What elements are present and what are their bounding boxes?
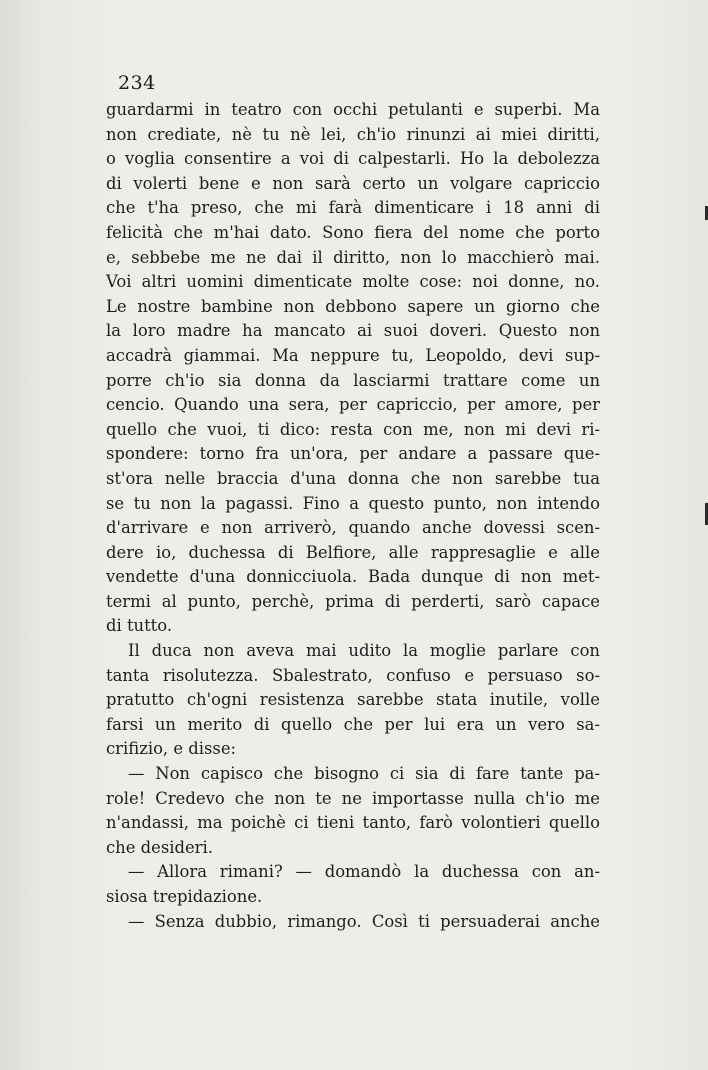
text-line: la loro madre ha mancato ai suoi doveri. Questo non bbox=[106, 321, 600, 341]
text-line: dere io, duchessa di Belfiore, alle rappresaglie e alle bbox=[106, 542, 600, 562]
text-line: farsi un merito di quello che per lui era un vero sa- bbox=[106, 714, 600, 734]
text-line: felicità che m'hai dato. Sono fiera del nome che porto bbox=[106, 222, 600, 242]
text-line: Voi altri uomini dimenticate molte cose: noi donne, no. bbox=[106, 272, 600, 292]
text-line: di tutto. bbox=[106, 616, 173, 636]
text-line: tanta risolutezza. Sbalestrato, confuso e persuaso so- bbox=[106, 665, 600, 685]
text-line: Il duca non aveva mai udito la moglie parlare con bbox=[128, 641, 600, 661]
text-line: pratutto ch'ogni resistenza sarebbe stata inutile, volle bbox=[106, 690, 600, 710]
text-line: d'arrivare e non arriverò, quando anche dovessi scen- bbox=[106, 518, 600, 538]
text-line: e, sebbebe me ne dai il diritto, non lo macchierò mai. bbox=[106, 247, 600, 267]
text-line: o voglia consentire a voi di calpestarli. Ho la debolezza bbox=[106, 149, 600, 169]
body-text bbox=[106, 98, 600, 934]
text-line: di volerti bene e non sarà certo un volgare capriccio bbox=[106, 173, 600, 193]
text-line: porre ch'io sia donna da lasciarmi trattare come un bbox=[106, 370, 600, 390]
text-line: non crediate, nè tu nè lei, ch'io rinunzi ai miei diritti, bbox=[106, 124, 600, 144]
text-line: — Senza dubbio, rimango. Così ti persuaderai anche bbox=[128, 911, 600, 931]
text-line: vendette d'una donnicciuola. Bada dunque di non met- bbox=[106, 567, 600, 587]
text-line: cencio. Quando una sera, per capriccio, per amore, per bbox=[106, 395, 600, 415]
text-line: Le nostre bambine non debbono sapere un giorno che bbox=[106, 296, 600, 316]
text-line: siosa trepidazione. bbox=[106, 887, 263, 906]
text-line: se tu non la pagassi. Fino a questo punto, non intendo bbox=[106, 493, 600, 513]
text-line: crifizio, e disse: bbox=[106, 739, 237, 759]
text-line: che desideri. bbox=[106, 837, 213, 857]
text-line: st'ora nelle braccia d'una donna che non sarebbe tua bbox=[106, 468, 600, 488]
page-number: 234 bbox=[118, 72, 156, 94]
text-line: che t'ha preso, che mi farà dimenticare i 18 anni di bbox=[106, 198, 600, 218]
text-line: quello che vuoi, ti dico: resta con me, non mi devi ri- bbox=[106, 419, 600, 439]
text-line: termi al punto, perchè, prima di perderti, sarò capace bbox=[106, 591, 600, 611]
text-line: guardarmi in teatro con occhi petulanti e superbi. Ma bbox=[106, 100, 600, 119]
text-line: n'andassi, ma poichè ci tieni tanto, farò volontieri quello bbox=[106, 813, 600, 833]
text-line: role! Credevo che non te ne importasse nulla ch'io me bbox=[106, 788, 600, 808]
text-line: spondere: torno fra un'ora, per andare a passare que- bbox=[106, 444, 600, 464]
text-line: accadrà giammai. Ma neppure tu, Leopoldo, devi sup- bbox=[106, 345, 600, 365]
text-line: — Non capisco che bisogno ci sia di fare tante pa- bbox=[128, 764, 600, 784]
text-line: — Allora rimani? — domandò la duchessa con an- bbox=[128, 862, 600, 882]
